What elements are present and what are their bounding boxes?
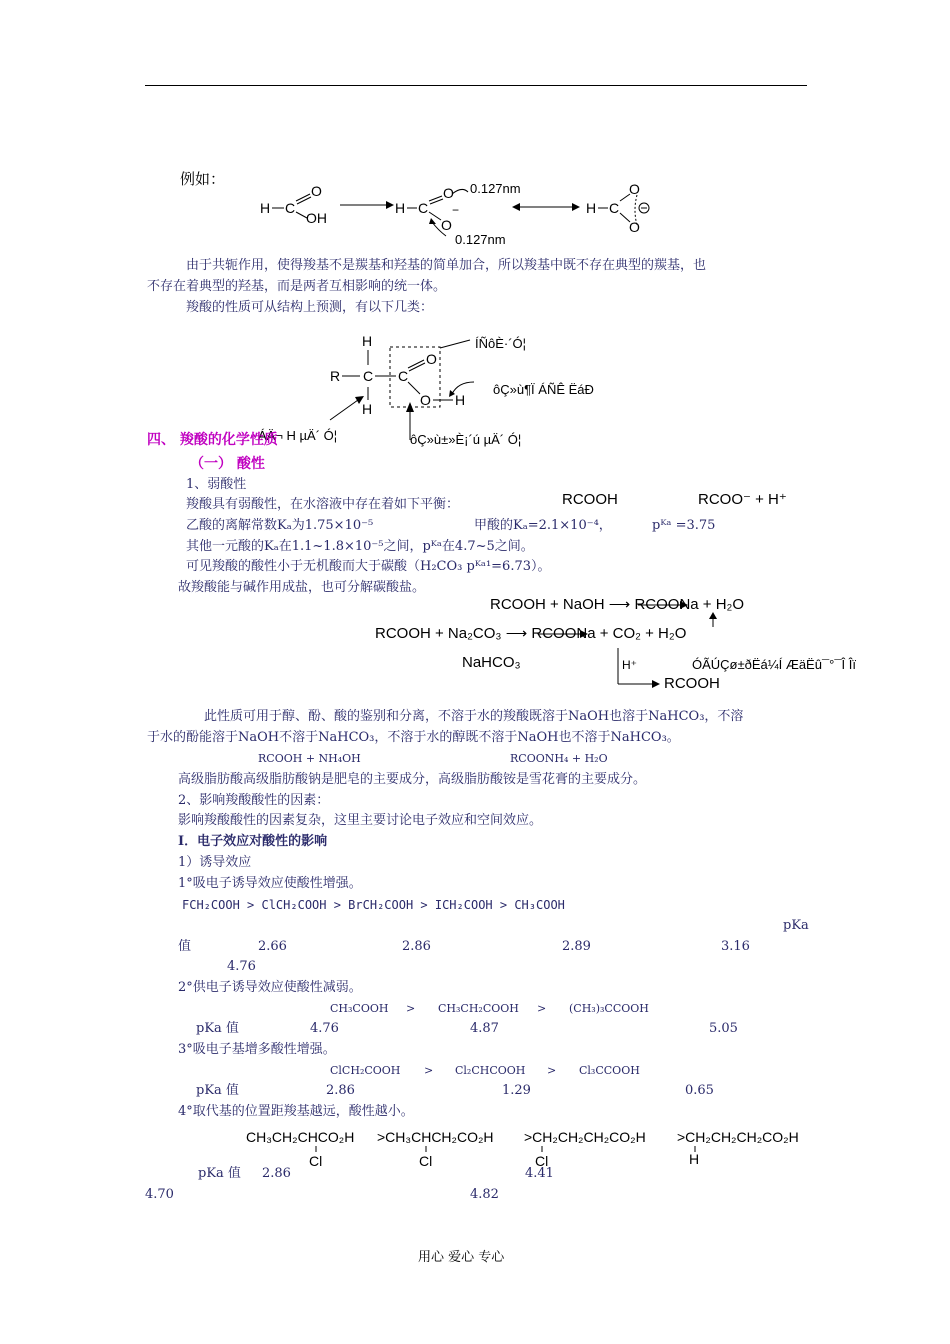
compound: ClCH₂COOH <box>330 1064 401 1077</box>
reaction-equation: RCOOH + NaOH ⟶ RCOONa + H₂O <box>490 596 745 613</box>
bond-length-label: 0.127nm <box>455 232 506 247</box>
value-label: 值 <box>178 939 192 954</box>
paragraph-line: 高级脂肪酸高级脂肪酸钠是肥皂的主要成分，高级脂肪酸铵是雪花膏的主要成分。 <box>178 772 647 787</box>
section-heading: 四、 羧酸的化学性质 <box>147 432 278 448</box>
pka-value: 4.82 <box>470 1187 499 1202</box>
sub-heading: （一） 酸性 <box>190 456 265 472</box>
pka-value: 2.86 <box>402 939 431 954</box>
compound: >CH₂CH₂CH₂CO₂H <box>677 1129 799 1145</box>
svg-text:O: O <box>426 351 437 367</box>
pka-label: pKa 值 <box>196 1021 239 1036</box>
svg-text:C: C <box>609 200 620 216</box>
pka-value: 4.41 <box>525 1166 554 1181</box>
paragraph-line: 此性质可用于醇、酚、酸的鉴别和分离，不溶于水的羧酸既溶于NaOH也溶于NaHCO₃，不溶 <box>204 709 744 724</box>
pka-label: pKa 值 <box>198 1166 241 1181</box>
subsection-heading: I．电子效应对酸性的影响 <box>178 834 328 849</box>
compound: CH₃CH₂COOH <box>438 1002 519 1015</box>
pka-label: pKa 值 <box>196 1083 239 1098</box>
rule-statement: 2°供电子诱导效应使酸性减弱。 <box>178 980 362 995</box>
paragraph-line: 甲酸的Kₐ=2.1×10⁻⁴， <box>474 518 612 533</box>
equation-left: RCOOH <box>562 491 618 508</box>
pka-value: 4.70 <box>145 1187 174 1202</box>
paragraph-line: pᴷᵃ =3.75 <box>652 518 716 533</box>
compound-sep: > <box>547 1064 557 1077</box>
paragraph-line: 乙酸的离解常数Kₐ为1.75×10⁻⁵ <box>186 518 374 533</box>
equation-right: RCOO⁻ + H⁺ <box>698 491 787 508</box>
paragraph-line: 故羧酸能与碱作用成盐，也可分解碳酸盐。 <box>178 580 426 595</box>
diagram-label: ôÇ»ù±»È¡´ú µÄ´ Ó¦ <box>410 432 522 447</box>
svg-text:O: O <box>311 183 322 199</box>
compound: Cl₃CCOOH <box>579 1064 640 1077</box>
compound: >CH₃CHCH₂CO₂H <box>377 1129 494 1145</box>
example-label: 例如： <box>180 170 226 188</box>
reaction-equation: RCOONH₄ + H₂O <box>510 752 608 765</box>
pka-value: 1.29 <box>502 1083 531 1098</box>
compound: (CH₃)₃CCOOH <box>569 1002 649 1015</box>
reaction-equation: RCOOH + NH₄OH <box>258 752 361 765</box>
rule-statement: 3°吸电子基增多酸性增强。 <box>178 1042 336 1057</box>
paragraph-line: 于水的酚能溶于NaOH不溶于NaHCO₃，不溶于水的醇既不溶于NaOH也不溶于NaHCO₃。 <box>147 730 680 745</box>
reaction-reagent: NaHCO₃ <box>462 654 521 671</box>
svg-text:C: C <box>285 200 296 216</box>
paragraph-line: 可见羧酸的酸性小于无机酸而大于碳酸（H₂CO₃ pᴷᵃ¹=6.73）。 <box>186 559 551 574</box>
paragraph-line: 其他一元酸的Kₐ在1.1~1.8×10⁻⁵之间，pᴷᵃ在4.7~5之间。 <box>186 539 534 554</box>
rule-statement: 1°吸电子诱导效应使酸性增强。 <box>178 876 362 891</box>
svg-text:O: O <box>629 181 640 197</box>
pka-label: pKa <box>783 918 809 933</box>
item-heading: 2、影响羧酸酸性的因素： <box>178 793 330 808</box>
svg-text:H: H <box>362 401 373 417</box>
pka-value: 2.86 <box>326 1083 355 1098</box>
reaction-reagent: H⁺ <box>622 658 637 672</box>
substituent: Cl <box>535 1153 549 1169</box>
diagram-label: ôÇ»ù¶Ï ÁÑÊ ËáÐ <box>493 382 594 397</box>
bond-length-label: 0.127nm <box>470 181 521 196</box>
svg-text:OH: OH <box>306 210 327 226</box>
pka-value: 5.05 <box>709 1021 738 1036</box>
svg-text:H: H <box>395 200 406 216</box>
svg-text:−: − <box>452 203 460 217</box>
pka-value: 4.87 <box>470 1021 499 1036</box>
diagram-label: ÍÑôÈ·´Ó¦ <box>475 336 527 351</box>
diagram-label: ÁÄ¬ H µÄ´ Ó¦ <box>258 428 338 443</box>
paragraph-line: 羧酸具有弱酸性，在水溶液中存在着如下平衡： <box>186 497 460 512</box>
compound-sep: > <box>537 1002 547 1015</box>
compound: CH₃COOH <box>330 1002 389 1015</box>
compound: >CH₂CH₂CH₂CO₂H <box>524 1129 646 1145</box>
svg-text:R: R <box>330 368 341 384</box>
compound: CH₃CH₂CHCO₂H <box>246 1129 355 1145</box>
substituent: Cl <box>309 1153 323 1169</box>
svg-text:O: O <box>441 217 452 233</box>
paragraph-line: 不存在着典型的羟基，而是两者互相影响的统一体。 <box>147 279 447 294</box>
pka-value: 2.66 <box>258 939 287 954</box>
compound-sep: > <box>424 1064 434 1077</box>
svg-text:O: O <box>443 185 454 201</box>
svg-text:H: H <box>455 392 466 408</box>
svg-text:C: C <box>398 368 409 384</box>
svg-text:O: O <box>629 219 640 235</box>
substituent: H <box>689 1151 700 1167</box>
substituent: Cl <box>419 1153 433 1169</box>
rule-statement: 4°取代基的位置距羧基越远，酸性越小。 <box>178 1104 414 1119</box>
paragraph-line: 由于共轭作用，使得羧基不是羰基和羟基的简单加合，所以羧基中既不存在典型的羰基，也 <box>186 258 707 273</box>
compound-sep: > <box>406 1002 416 1015</box>
reaction-equation: RCOOH + Na₂CO₃ ⟶ RCOONa + CO₂ + H₂O <box>375 625 687 642</box>
reaction-product: RCOOH <box>664 675 720 692</box>
pka-value: 2.89 <box>562 939 591 954</box>
paragraph-line: 羧酸的性质可从结构上预测，有以下几类： <box>186 300 434 315</box>
svg-text:H: H <box>260 200 271 216</box>
paragraph-line: 影响羧酸酸性的因素复杂，这里主要讨论电子效应和空间效应。 <box>178 813 543 828</box>
svg-text:C: C <box>363 368 374 384</box>
page-footer: 用心 爱心 专心 <box>418 1250 505 1265</box>
compound-series: FCH₂COOH > ClCH₂COOH > BrCH₂COOH > ICH₂COOH > CH₃COOH <box>182 898 565 912</box>
svg-text:H: H <box>586 200 597 216</box>
pka-value: 0.65 <box>685 1083 714 1098</box>
svg-text:C: C <box>418 200 429 216</box>
compound: Cl₂CHCOOH <box>455 1064 526 1077</box>
subsection-heading: 1）诱导效应 <box>178 855 252 870</box>
pka-value: 3.16 <box>721 939 750 954</box>
diagram-label: ÓÃÚÇø±ðËá¼Í ÆäËû¯°¯Î Îï <box>692 657 856 672</box>
svg-text:H: H <box>362 333 373 349</box>
pka-value: 4.76 <box>227 959 256 974</box>
pka-value: 2.86 <box>262 1166 291 1181</box>
svg-text:O: O <box>420 392 431 408</box>
pka-value: 4.76 <box>310 1021 339 1036</box>
item-heading: 1、弱酸性 <box>186 477 247 492</box>
